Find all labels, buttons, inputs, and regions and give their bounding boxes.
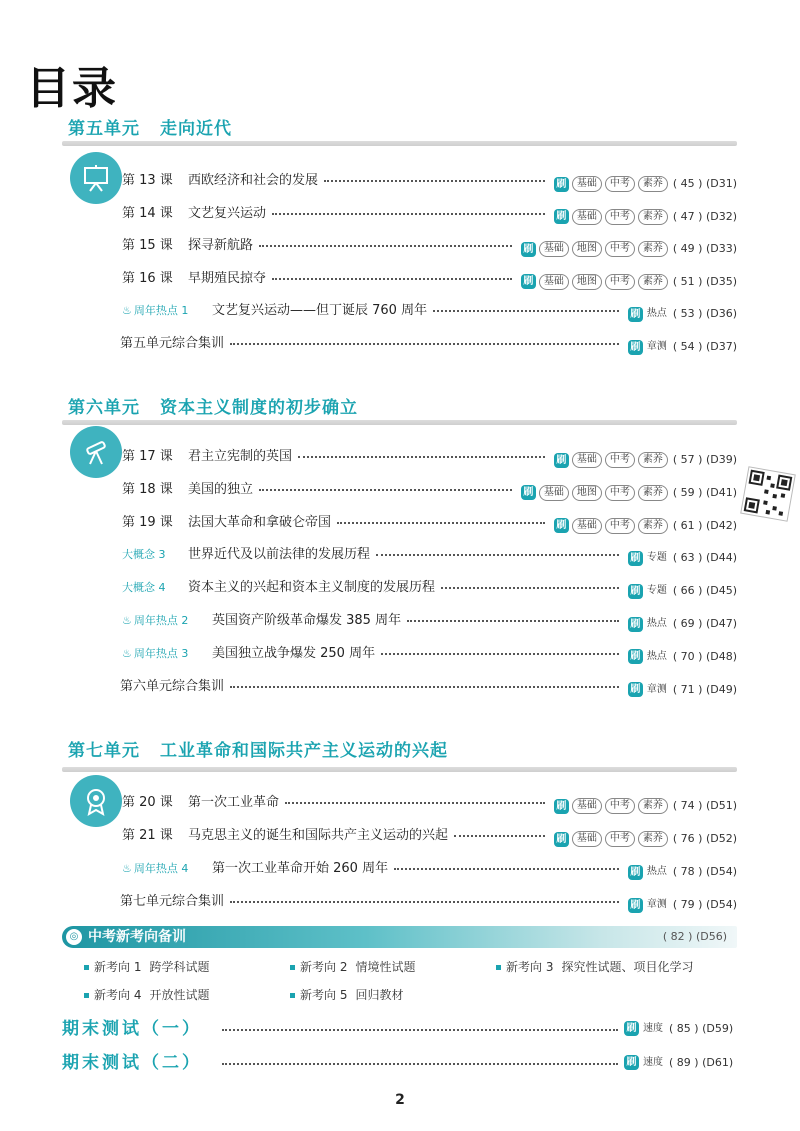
shua-icon: 刷 (521, 242, 536, 257)
page-ref: ( 71 ) (D49) (672, 682, 737, 696)
page-ref: ( 59 ) (D41) (672, 485, 737, 499)
tag: 素养 (638, 518, 668, 534)
tag-group (625, 679, 737, 701)
anniversary-label (122, 610, 188, 632)
shua-icon: 刷 (624, 1021, 639, 1036)
lesson-number: 第 13 课 (122, 173, 173, 188)
tag: 基础 (572, 209, 602, 225)
leader-dots (222, 1029, 618, 1031)
page-ref: ( 78 ) (D54) (672, 865, 737, 878)
shua-icon: 刷 (554, 209, 569, 224)
new-direction-item: 新考向 3 探究性试题、项目化学习 (496, 958, 693, 975)
leader-dots (337, 522, 545, 524)
tag: 基础 (539, 274, 569, 290)
tag-group (625, 894, 737, 916)
toc-row[interactable] (0, 643, 800, 665)
tag-group (551, 173, 737, 195)
tag-group (551, 795, 737, 817)
final-test-row[interactable] (0, 1050, 800, 1076)
anniversary-label-text: 周年热点 3 (133, 646, 189, 660)
page-ref: ( 63 ) (D44) (672, 551, 737, 565)
tag-group (518, 482, 737, 504)
shua-icon: 刷 (554, 518, 569, 533)
toc-row[interactable] (0, 676, 800, 698)
page-ref: ( 85 ) (D59) (669, 1022, 734, 1035)
shua-icon: 刷 (628, 898, 643, 913)
shua-icon: 刷 (628, 617, 643, 632)
tag: 热点 (646, 618, 667, 629)
toc-row[interactable] (0, 858, 800, 880)
leader-dots (454, 835, 545, 837)
leader-dots (259, 245, 512, 247)
page-ref: ( 69 ) (D47) (672, 617, 737, 630)
entry-title: 美国的独立 (188, 479, 257, 501)
tag-group (551, 515, 737, 537)
new-direction-banner (62, 926, 737, 948)
leader-dots (376, 554, 619, 556)
lesson-number: 第 19 课 (122, 514, 173, 530)
tag: 中考 (605, 241, 635, 257)
tag: 中考 (605, 831, 635, 847)
unit-name: 走向近代 (160, 119, 232, 139)
page-ref: ( 51 ) (D35) (672, 274, 737, 288)
shua-icon: 刷 (554, 177, 569, 192)
toc-row[interactable] (0, 170, 800, 192)
page-ref: ( 76 ) (D52) (672, 832, 737, 845)
tag: 章测 (646, 341, 667, 352)
lesson-number: 第 17 课 (122, 449, 173, 464)
concept-label: 大概念 3 (122, 548, 166, 562)
tag: 素养 (638, 831, 668, 847)
tag-group (625, 580, 737, 602)
toc-row[interactable] (0, 479, 800, 501)
shua-icon: 刷 (628, 307, 643, 322)
anniversary-label-text: 周年热点 4 (133, 862, 189, 875)
entry-title: 资本主义的兴起和资本主义制度的发展历程 (188, 577, 439, 599)
tag-group (625, 303, 737, 325)
leader-dots (230, 343, 619, 345)
shua-icon: 刷 (554, 832, 569, 847)
unit-number: 第七单元 (68, 741, 140, 761)
tag: 基础 (572, 798, 602, 814)
tag-group (625, 613, 737, 635)
unit-name: 工业革命和国际共产主义运动的兴起 (160, 741, 448, 761)
final-test-title: 期末测试（二） (62, 1053, 202, 1073)
toc-row[interactable] (0, 825, 800, 847)
toc-row[interactable] (0, 300, 800, 322)
toc-row[interactable] (0, 792, 800, 814)
tag: 基础 (572, 452, 602, 468)
tag: 中考 (605, 518, 635, 534)
tag-group (625, 646, 737, 668)
shua-icon: 刷 (628, 682, 643, 697)
tag: 中考 (605, 485, 635, 501)
unit-title (68, 736, 448, 761)
tag: 中考 (605, 209, 635, 225)
leader-dots (230, 901, 619, 903)
shua-icon: 刷 (554, 799, 569, 814)
new-direction-item: 新考向 5 回归教材 (290, 986, 403, 1003)
entry-title: 探寻新航路 (188, 235, 257, 257)
tag: 基础 (539, 241, 569, 257)
tag: 中考 (605, 176, 635, 192)
toc-row[interactable] (0, 544, 800, 566)
tag: 地图 (572, 485, 602, 501)
entry-title: 马克思主义的诞生和国际共产主义运动的兴起 (188, 825, 452, 847)
anniversary-label (122, 300, 188, 322)
anniversary-label-text: 周年热点 1 (133, 304, 189, 318)
tag-group (624, 1021, 733, 1036)
leader-dots (394, 868, 619, 870)
tag: 素养 (638, 274, 668, 290)
leader-dots (272, 278, 512, 280)
tag-group (624, 1055, 733, 1070)
lesson-number: 第 21 课 (122, 828, 173, 843)
entry-title: 第七单元综合集训 (120, 891, 228, 913)
tag: 热点 (646, 650, 667, 662)
flame-icon: ♨ (122, 304, 132, 318)
tag: 热点 (646, 308, 667, 320)
tag: 素养 (638, 452, 668, 468)
leader-dots (298, 456, 545, 458)
page-ref: ( 47 ) (D32) (672, 209, 737, 223)
leader-dots (433, 310, 619, 312)
tag-group (518, 271, 737, 293)
page-ref: ( 70 ) (D48) (672, 649, 737, 663)
unit-number: 第五单元 (68, 119, 140, 139)
leader-dots (259, 489, 512, 491)
final-test-row[interactable] (0, 1016, 800, 1042)
unit-divider (62, 420, 737, 425)
new-direction-item: 新考向 2 情境性试题 (290, 958, 415, 975)
tag: 专题 (646, 552, 667, 564)
target-icon: ◎ (66, 929, 82, 945)
toc-row[interactable] (0, 512, 800, 534)
page-ref: ( 79 ) (D54) (672, 898, 737, 911)
shua-icon: 刷 (624, 1055, 639, 1070)
shua-icon: 刷 (628, 584, 643, 599)
entry-title: 美国独立战争爆发 250 周年 (212, 643, 379, 665)
entry-title: 第六单元综合集训 (120, 676, 228, 698)
new-direction-title: 中考新考向备训 (88, 929, 186, 945)
tag: 中考 (605, 452, 635, 468)
tag-group (625, 336, 737, 358)
flame-icon: ♨ (122, 862, 132, 875)
entry-title: 第一次工业革命 (188, 792, 283, 814)
tag: 热点 (646, 866, 667, 877)
tag-group (551, 449, 737, 471)
tag: 中考 (605, 274, 635, 290)
tag: 基础 (539, 485, 569, 501)
tag: 素养 (638, 241, 668, 257)
page-ref: ( 89 ) (D61) (669, 1056, 734, 1069)
entry-title: 世界近代及以前法律的发展历程 (188, 544, 374, 566)
shua-icon: 刷 (628, 551, 643, 566)
tag: 章测 (646, 899, 667, 910)
page-ref: ( 45 ) (D31) (672, 177, 737, 190)
tag: 素养 (638, 209, 668, 225)
page-ref: ( 74 ) (D51) (672, 799, 737, 812)
leader-dots (222, 1063, 618, 1065)
entry-title: 君主立宪制的英国 (188, 446, 296, 468)
anniversary-label (122, 643, 188, 665)
anniversary-label (122, 858, 188, 880)
tag-group (551, 828, 737, 850)
leader-dots (324, 180, 545, 182)
lesson-number: 第 20 课 (122, 795, 173, 810)
unit-number: 第六单元 (68, 398, 140, 418)
shua-icon: 刷 (628, 865, 643, 880)
entry-title: 英国资产阶级革命爆发 385 周年 (212, 610, 405, 632)
lesson-number: 第 15 课 (122, 238, 173, 254)
leader-dots (285, 802, 545, 804)
lesson-number: 第 18 课 (122, 481, 173, 497)
page-ref: ( 57 ) (D39) (672, 453, 737, 466)
qr-code-icon (740, 466, 796, 522)
tag-group (625, 861, 737, 883)
toc-row[interactable] (0, 235, 800, 257)
anniversary-label-text: 周年热点 2 (133, 614, 189, 627)
entry-title: 西欧经济和社会的发展 (188, 170, 322, 192)
shua-icon: 刷 (628, 340, 643, 355)
tag: 速度 (643, 1056, 663, 1068)
leader-dots (441, 587, 619, 589)
final-test-title: 期末测试（一） (62, 1019, 202, 1039)
flame-icon: ♨ (122, 646, 132, 660)
shua-icon: 刷 (554, 453, 569, 468)
tag-group (625, 547, 737, 569)
new-direction-item: 新考向 1 跨学科试题 (84, 958, 209, 975)
tag-group (551, 206, 737, 228)
entry-title: 早期殖民掠夺 (188, 268, 270, 290)
tag: 基础 (572, 831, 602, 847)
entry-title: 第五单元综合集训 (120, 333, 228, 355)
toc-row[interactable] (0, 333, 800, 355)
tag: 基础 (572, 518, 602, 534)
page-ref: ( 53 ) (D36) (672, 307, 737, 321)
entry-title: 第一次工业革命开始 260 周年 (212, 858, 392, 880)
tag: 基础 (572, 176, 602, 192)
tag: 章测 (646, 683, 667, 695)
concept-label: 大概念 4 (122, 581, 166, 595)
page-number: 2 (395, 1092, 405, 1108)
unit-divider (62, 141, 737, 146)
shua-icon: 刷 (521, 274, 536, 289)
tag: 地图 (572, 274, 602, 290)
page-ref: ( 61 ) (D42) (672, 518, 737, 532)
unit-title (68, 114, 232, 139)
entry-title: 法国大革命和拿破仑帝国 (188, 512, 335, 534)
tag: 素养 (638, 798, 668, 814)
tag: 中考 (605, 798, 635, 814)
lesson-number: 第 16 课 (122, 270, 173, 286)
new-direction-pages: ( 82 ) (D56) (662, 930, 727, 943)
lesson-number: 第 14 课 (122, 205, 173, 221)
leader-dots (230, 686, 619, 688)
page-ref: ( 54 ) (D37) (672, 340, 737, 353)
toc-row[interactable] (0, 577, 800, 599)
shua-icon: 刷 (521, 485, 536, 500)
tag: 素养 (638, 485, 668, 501)
unit-divider (62, 767, 737, 772)
page-ref: ( 49 ) (D33) (672, 242, 737, 256)
unit-name: 资本主义制度的初步确立 (160, 398, 358, 418)
tag-group (518, 238, 737, 260)
toc-row[interactable] (0, 203, 800, 225)
new-direction-item: 新考向 4 开放性试题 (84, 986, 209, 1003)
shua-icon: 刷 (628, 649, 643, 664)
leader-dots (407, 620, 619, 622)
toc-row[interactable] (0, 891, 800, 913)
leader-dots (381, 653, 619, 655)
entry-title: 文艺复兴运动——但丁诞辰 760 周年 (212, 300, 431, 322)
page-ref: ( 66 ) (D45) (672, 584, 737, 598)
page-title: 目录 (26, 63, 118, 114)
tag: 专题 (646, 585, 667, 597)
toc-row[interactable] (0, 446, 800, 468)
unit-title (68, 393, 358, 418)
tag: 地图 (572, 241, 602, 257)
leader-dots (272, 213, 545, 215)
toc-row[interactable] (0, 610, 800, 632)
flame-icon: ♨ (122, 614, 132, 627)
tag: 速度 (643, 1022, 663, 1034)
tag: 素养 (638, 176, 668, 192)
toc-row[interactable] (0, 268, 800, 290)
entry-title: 文艺复兴运动 (188, 203, 270, 225)
